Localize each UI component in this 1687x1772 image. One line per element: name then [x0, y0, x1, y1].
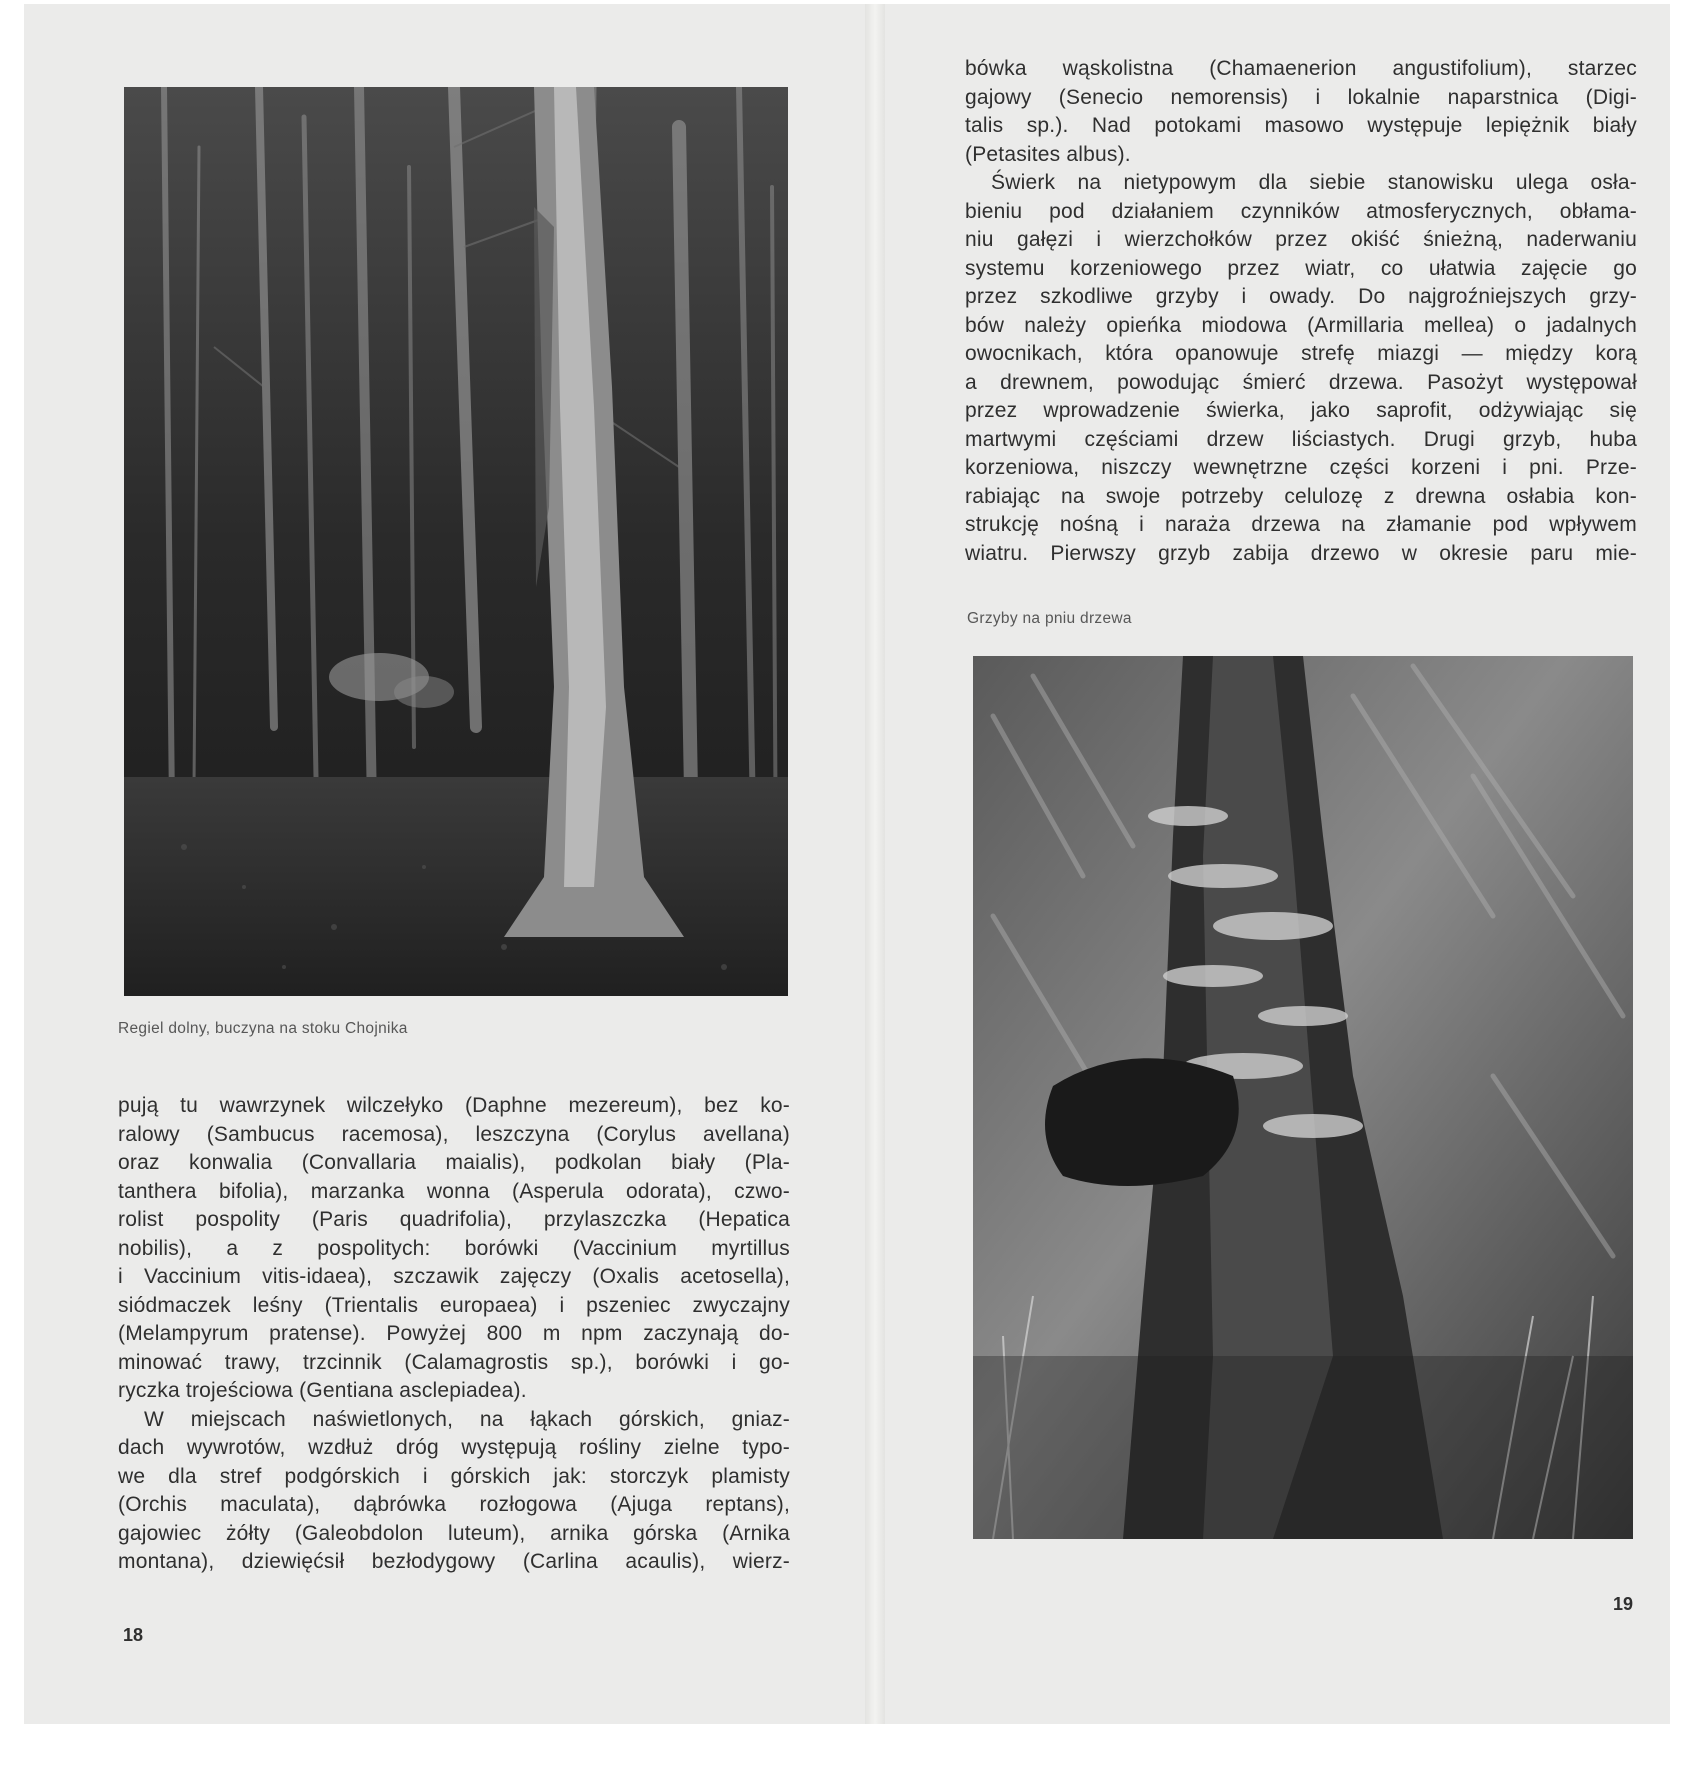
text-line: bieniu pod działaniem czynników atmosferycznych, obłama-: [965, 199, 1637, 223]
text-line: owocnikach, która opanowuje strefę miazgi — między korą: [965, 342, 1637, 365]
body-text: [118, 1092, 790, 1577]
text-line: (Orchis maculata), dąbrówka rozłogowa (Ajuga reptans),: [118, 1493, 790, 1516]
fungi-on-stump-illustration: [973, 656, 1633, 1539]
text-line: gajowiec żółty (Galeobdolon luteum), arnika górska (Arnika: [118, 1521, 790, 1545]
text-line: strukcję nośną i naraża drzewa na złamanie pod wpływem: [965, 513, 1637, 536]
text-line: korzeniowa, niszczy wewnętrzne części korzeni i pni. Prze-: [965, 456, 1637, 479]
text-line: rolist pospolity (Paris quadrifolia), przylaszczka (Hepatica: [118, 1208, 790, 1231]
text-line: minować trawy, trzcinnik (Calamagrostis sp.), borówki i go-: [118, 1350, 790, 1374]
text-line: (Petasites albus).: [965, 142, 1131, 166]
text-line: wiatru. Pierwszy grzyb zabija drzewo w okresie paru mie-: [965, 541, 1637, 565]
text-line: montana), dziewięćsił bezłodygowy (Carlina acaulis), wierz-: [118, 1550, 790, 1573]
text-line: (Melampyrum pratense). Powyżej 800 m npm zaczynają do-: [118, 1322, 790, 1345]
fungi-photo: [973, 656, 1633, 1539]
text-line: nobilis), a z pospolitych: borówki (Vaccinium myrtillus: [118, 1236, 790, 1260]
text-line: a drewnem, powodując śmierć drzewa. Pasożyt występował: [965, 370, 1637, 394]
forest-photo: [124, 87, 788, 996]
text-line: przez szkodliwe grzyby i owady. Do najgroźniejszych grzy-: [965, 285, 1637, 308]
text-line: bówka wąskolistna (Chamaenerion angustifolium), starzec: [965, 57, 1637, 80]
book-gutter: [865, 4, 885, 1724]
text-line: przez wprowadzenie świerka, jako saprofit, odżywiając się: [965, 399, 1637, 422]
text-line: martwymi częściami drzew liściastych. Drugi grzyb, huba: [965, 427, 1637, 451]
page-number: 19: [1613, 1594, 1634, 1614]
text-line: ralowy (Sambucus racemosa), leszczyna (Corylus avellana): [118, 1122, 790, 1146]
text-line: rabiając na swoje potrzeby celulozę z drewna osłabia kon-: [965, 484, 1637, 508]
beech-forest-illustration: [124, 87, 788, 996]
text-line: systemu korzeniowego przez wiatr, co ułatwia zajęcie go: [965, 256, 1637, 280]
text-line: oraz konwalia (Convallaria maialis), podkolan biały (Pla-: [118, 1151, 790, 1174]
text-line: Świerk na nietypowym dla siebie stanowisku ulega osła-: [991, 171, 1637, 194]
text-line: pują tu wawrzynek wilczełyko (Daphne mezereum), bez ko-: [118, 1094, 790, 1117]
text-line: gajowy (Senecio nemorensis) i lokalnie naparstnica (Digi-: [965, 85, 1637, 109]
text-line: bów należy opieńka miodowa (Armillaria mellea) o jadalnych: [965, 313, 1637, 337]
photo-caption: Regiel dolny, buczyna na stoku Chojnika: [118, 1020, 408, 1037]
text-line: W miejscach naświetlonych, na łąkach górskich, gniaz-: [144, 1407, 790, 1431]
text-line: tanthera bifolia), marzanka wonna (Asperula odorata), czwo-: [118, 1179, 790, 1203]
body-text: [965, 55, 1637, 568]
text-line: i Vaccinium vitis-idaea), szczawik zajęczy (Oxalis acetosella),: [118, 1265, 790, 1288]
text-line: siódmaczek leśny (Trientalis europaea) i pszeniec zwyczajny: [118, 1293, 790, 1317]
photo-caption: Grzyby na pniu drzewa: [967, 610, 1132, 627]
text-line: niu gałęzi i wierzchołków przez okiść śnieżną, naderwaniu: [965, 228, 1637, 251]
text-line: talis sp.). Nad potokami masowo występuje lepiężnik biały: [965, 114, 1637, 137]
text-line: dach wywrotów, wzdłuż dróg występują rośliny zielne typo-: [118, 1436, 790, 1459]
text-line: we dla stref podgórskich i górskich jak: storczyk plamisty: [118, 1464, 790, 1488]
text-line: ryczka trojeściowa (Gentiana asclepiadea).: [118, 1379, 527, 1402]
page-number: 18: [123, 1625, 144, 1645]
